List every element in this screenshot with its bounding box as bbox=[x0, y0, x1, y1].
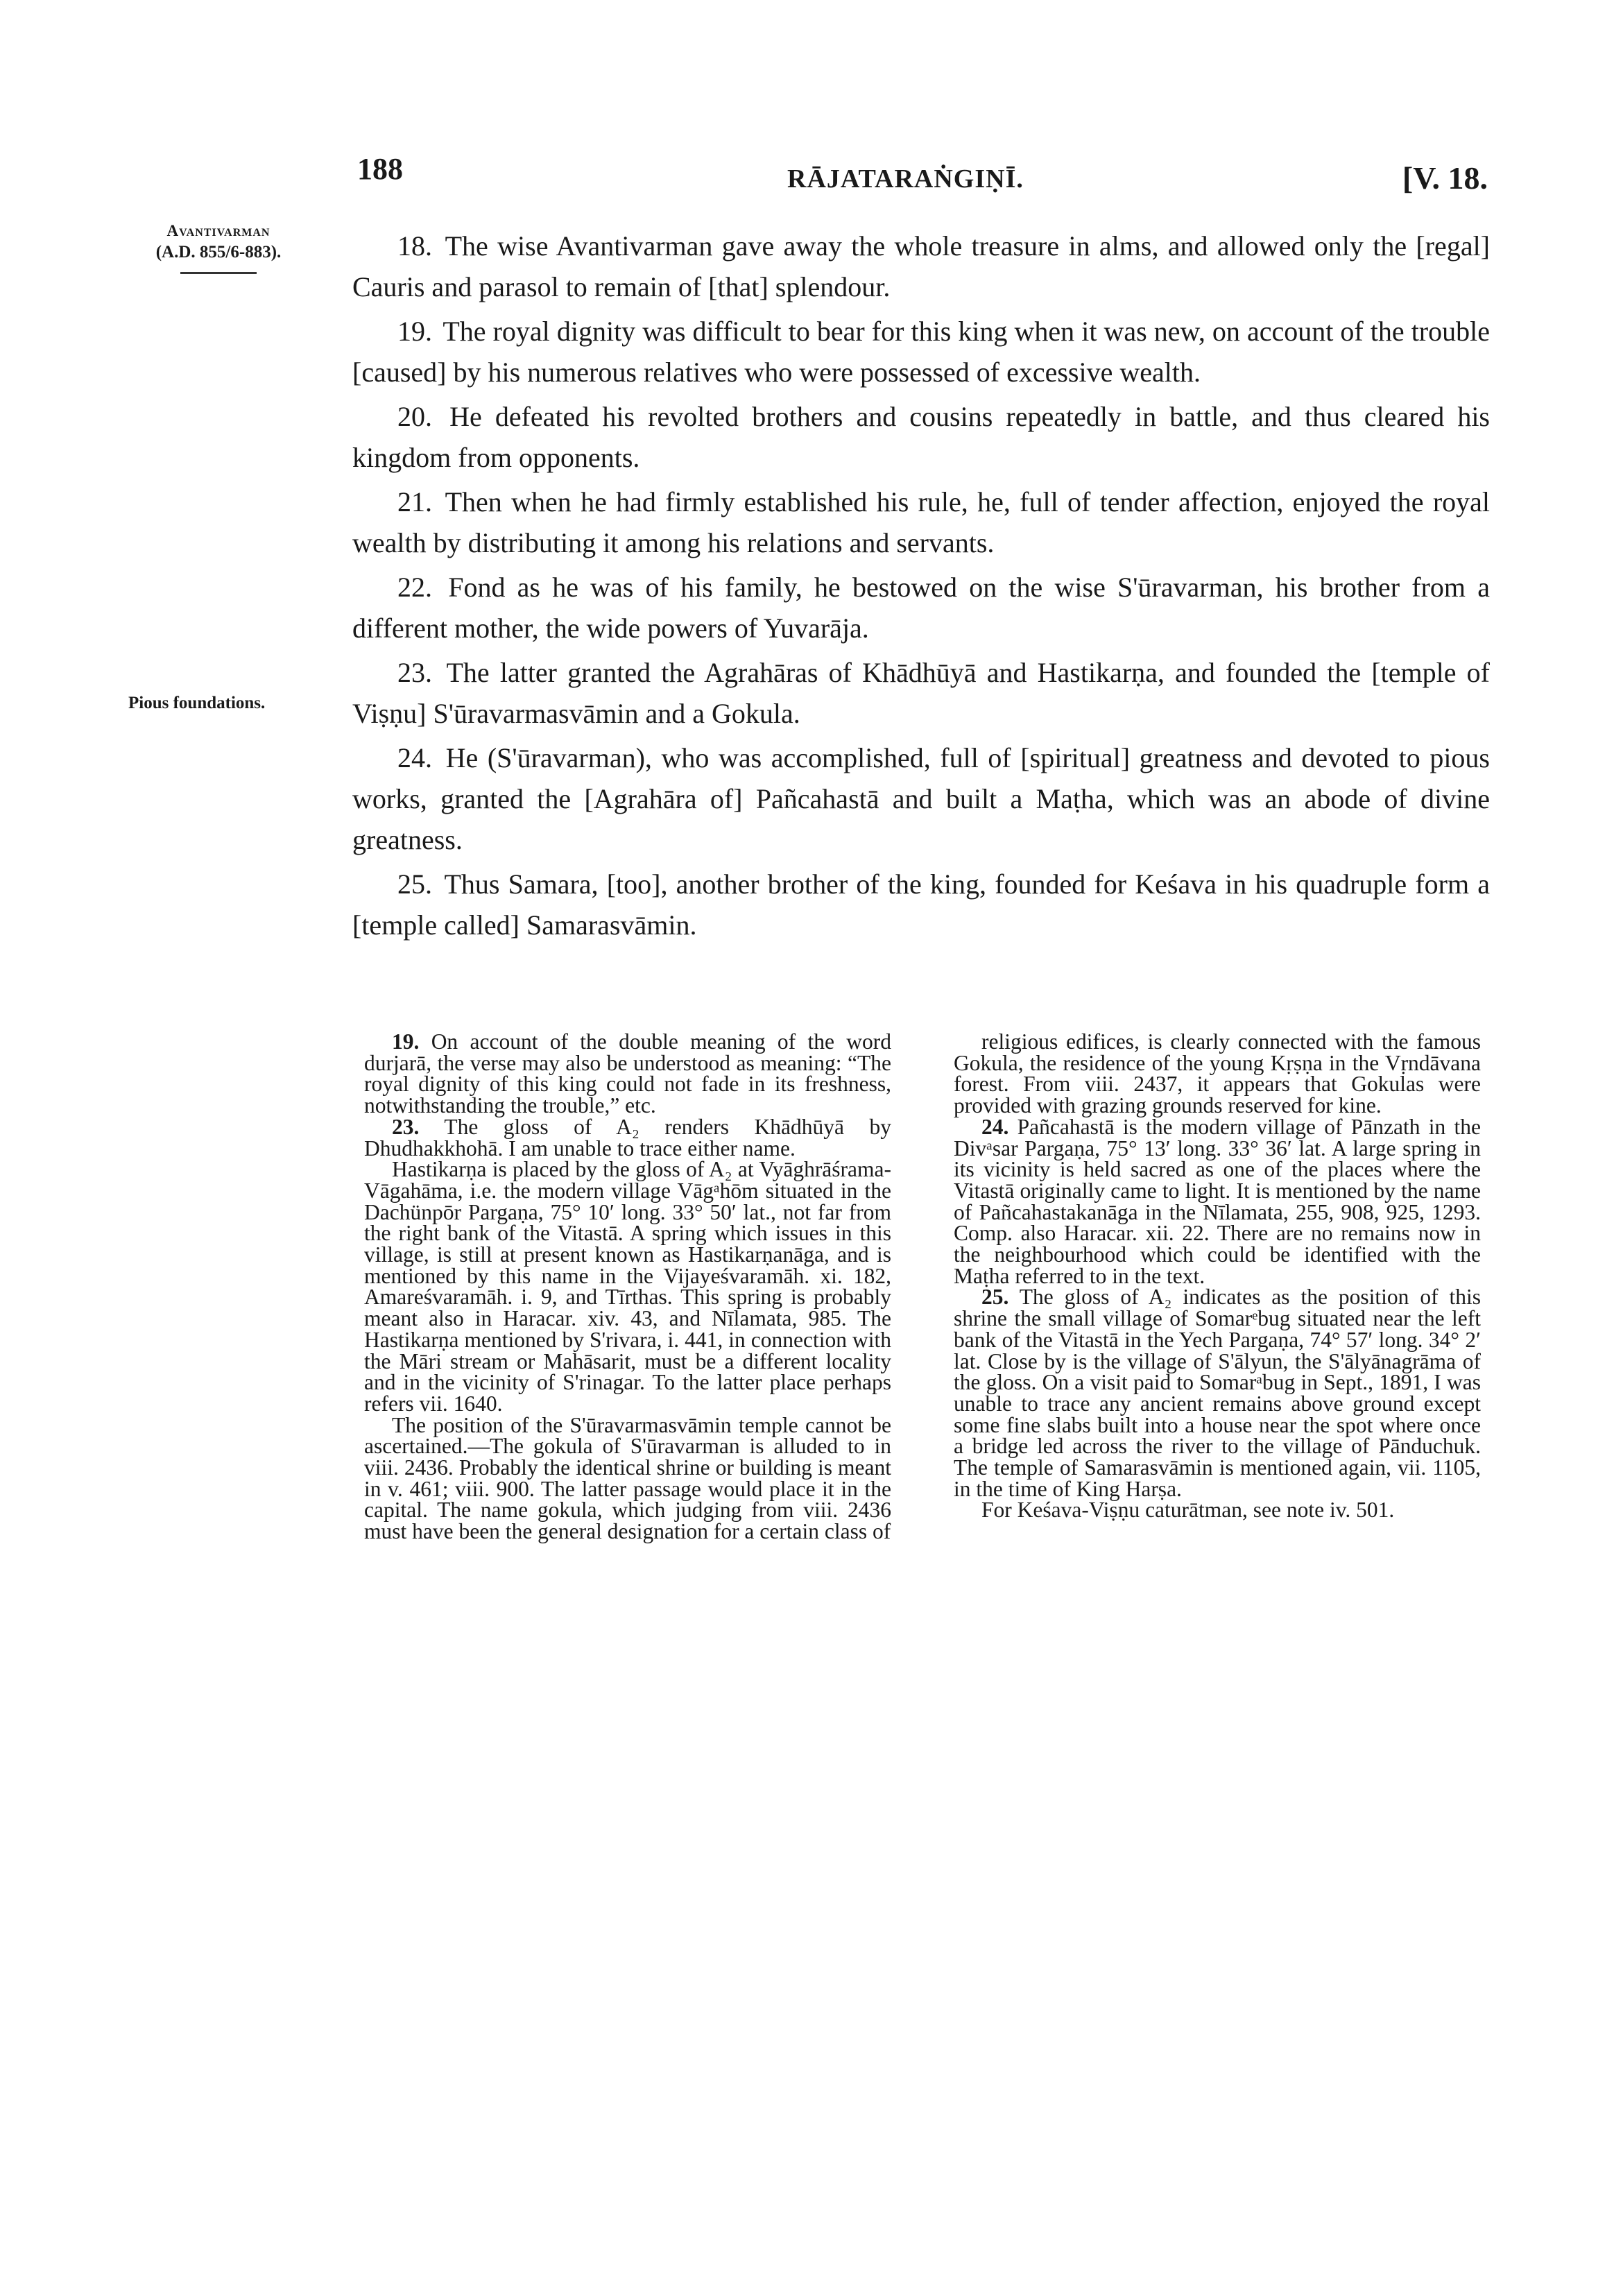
verse-number: 20. bbox=[397, 401, 432, 432]
verse-text: Fond as he was of his family, he bestowed on the wise S'ūravarman, his brother from a different mother, the wide powers of Yuvarāja. bbox=[352, 572, 1491, 644]
verse-number: 24. bbox=[397, 742, 432, 773]
footnote-number: 23. bbox=[392, 1114, 420, 1139]
verse-text: He (S'ūravarman), who was accomplished, full of [spiritual] greatness and devoted to pious works, granted the [Agrahāra of] Pañcahastā and built a Maṭha, which was an abode of divine greatness. bbox=[352, 742, 1490, 855]
verse bbox=[352, 225, 1490, 307]
footnotes-right-column bbox=[954, 1031, 1481, 1543]
verse-text: He defeated his revolted brothers and cousins repeatedly in battle, and thus cleared his kingdom from opponents. bbox=[352, 401, 1490, 473]
verse-number: 22. bbox=[397, 572, 432, 603]
footnotes-left-column bbox=[364, 1031, 891, 1543]
footnote bbox=[954, 1500, 1481, 1521]
footnote-number: 19. bbox=[392, 1029, 420, 1054]
margin-note-pious-foundations: Pious foundations. bbox=[128, 694, 266, 712]
footnote bbox=[954, 1114, 1482, 1288]
footnote-text: On account of the double meaning of the word durjarā, the verse may also be understood as meaning: “The royal dignity of this king could not fade in its freshness, notwithstanding the trouble,” etc. bbox=[364, 1029, 891, 1118]
verse bbox=[352, 737, 1490, 860]
footnote-text: Pañcahastā is the modern village of Pānzath in the Divᵃsar Pargaṇa, 75° 13′ long. 33° 36′ lat. A large spring in its vicinity is held sacred as one of the places where the Vitastā originally came to light. It is mentioned by the name of Pañcahastakanāga in the Nīlamata, 255, 908, 925, 1293. Comp. also Haracar. xii. 22. There are no remains now in the neighbourhood which could be identified with the Maṭha referred to in the text. bbox=[954, 1114, 1482, 1288]
footnotes bbox=[364, 1031, 1481, 1543]
footnote bbox=[364, 1412, 891, 1544]
reign-name: Avantivarman bbox=[166, 222, 270, 239]
verse bbox=[352, 652, 1490, 734]
footnote-text: religious edifices, is clearly connected with the famous Gokula, the residence of the young Kṛṣṇa in the Vṛndāvana forest. From viii. 2437, it appears that Gokulas were provided with grazing grounds reserved for kine. bbox=[954, 1029, 1481, 1118]
footnote-number: 24. bbox=[981, 1114, 1009, 1139]
footnote-text: The gloss of A₂ renders Khādhūyā by Dhudhakkhohā. I am unable to trace either name. bbox=[364, 1114, 892, 1160]
reign-dates: (A.D. 855/6-883). bbox=[155, 242, 282, 262]
verse-text: The royal dignity was difficult to bear for this king when it was new, on account of the trouble [caused] by his numerous relatives who were possessed of excessive wealth. bbox=[352, 316, 1490, 388]
verse bbox=[352, 481, 1490, 563]
verse-text: The latter granted the Agrahāras of Khādhūyā and Hastikarṇa, and founded the [temple of Viṣṇu] S'ūravarmasvāmin and a Gokula. bbox=[352, 657, 1491, 729]
verse-number: 25. bbox=[397, 868, 432, 900]
footnote-text: The position of the S'ūravarmasvāmin temple cannot be ascertained.—The gokula of S'ūravarman is alluded to in viii. 2436. Probably the identical shrine or building is meant in v. 461; viii. 900. The latter passage would place it in the capital. The name gokula, which judging from viii. 2436 must have been the general designation for a certain class of bbox=[364, 1412, 891, 1544]
footnote-number: 25. bbox=[981, 1285, 1009, 1310]
footnote-text: Hastikarṇa is placed by the gloss of A₂ at Vyāghrāśrama-Vāgahāma, i.e. the modern village Vāgᵃhōm situated in the Dachünpōr Pargaṇa, 75° 10′ long. 33° 50′ lat., not far from the right bank of the Vitastā. A spring which issues in this village, is still at present known as Hastikarṇanāga, and is mentioned by this name in the Vijayeśvaramāh. xi. 182, Amareśvaramāh. i. 9, and Tīrthas. This spring is probably meant also in Haracar. xiv. 43, and Nīlamata, 985. The Hastikarṇa mentioned by S'rivara, i. 441, in connection with the Māri stream or Mahāsarit, must be a different locality and in the vicinity of S'rinagar. To the latter place perhaps refers vii. 1640. bbox=[364, 1157, 891, 1416]
verse-text: The wise Avantivarman gave away the whole treasure in alms, and allowed only the [regal] Cauris and parasol to remain of [that] splendour. bbox=[352, 230, 1491, 302]
footnote bbox=[364, 1114, 892, 1160]
verse-number: 19. bbox=[397, 316, 432, 347]
section-reference: [V. 18. bbox=[1402, 160, 1488, 196]
verse-text: Thus Samara, [too], another brother of the king, founded for Keśava in his quadruple form a [temple called] Samarasvāmin. bbox=[352, 868, 1491, 941]
footnote bbox=[954, 1031, 1481, 1117]
footnote bbox=[364, 1031, 891, 1117]
running-title: RĀJATARAṄGIṆĪ. bbox=[787, 164, 1024, 194]
footnote-text: The gloss of A₂ indicates as the position of this shrine the small village of Somarᵉbug situated near the left bank of the Vitastā in the Yech Pargaṇa, 74° 57′ long. 34° 2′ lat. Close by is the village of S'ālyun, the S'ālyānagrāma of the gloss. On a visit paid to Somarᵃbug in Sept., 1891, I was unable to trace any ancient remains above ground except some fine slabs built into a house near the spot where once a bridge led across the river to the village of Pānduchuk. The temple of Samarasvāmin is mentioned again, vii. 1105, in the time of King Harṣa. bbox=[954, 1285, 1481, 1501]
translation-text bbox=[352, 225, 1490, 949]
page-number: 188 bbox=[357, 152, 403, 186]
verse bbox=[352, 864, 1490, 945]
margin-rule bbox=[180, 272, 257, 274]
margin-note-reign bbox=[104, 221, 333, 274]
verse bbox=[352, 396, 1490, 478]
verse-text: Then when he had firmly established his rule, he, full of tender affection, enjoyed the royal wealth by distributing it among his relations and servants. bbox=[352, 486, 1491, 558]
verse bbox=[352, 311, 1490, 393]
verse bbox=[352, 567, 1490, 649]
footnote bbox=[364, 1159, 891, 1414]
footnote-text: For Keśava-Viṣṇu caturātman, see note iv. 501. bbox=[981, 1498, 1395, 1523]
verse-number: 21. bbox=[397, 486, 432, 517]
verse-number: 18. bbox=[397, 230, 432, 262]
verse-number: 23. bbox=[397, 657, 432, 688]
page-header bbox=[357, 151, 1488, 200]
footnote bbox=[954, 1287, 1481, 1500]
